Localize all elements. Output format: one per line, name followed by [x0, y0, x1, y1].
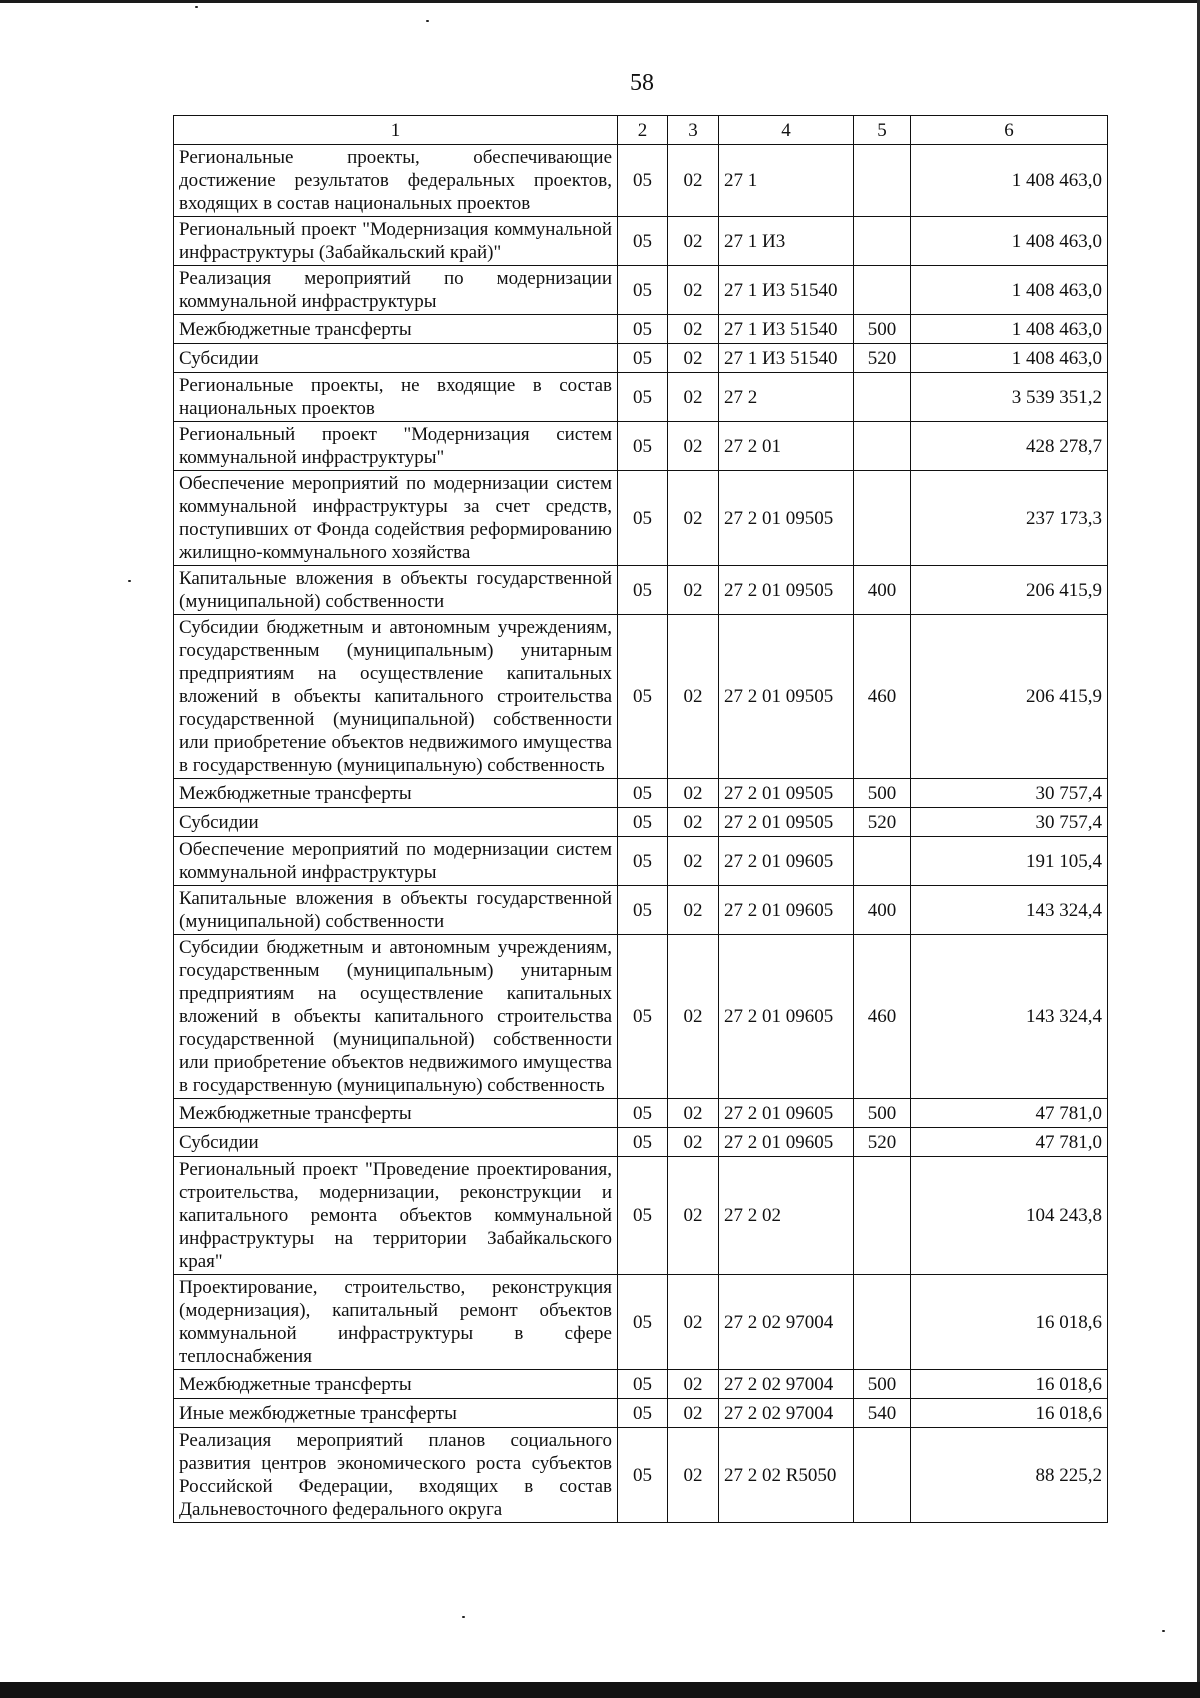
row-subsection: 02	[668, 566, 719, 615]
row-section: 05	[618, 373, 668, 422]
row-name: Субсидии бюджетным и автономным учреждениям, государственным (муниципальным) унитарным предприятиям на осуществление капитальных вложений в объекты капитального строительства государственной (муниципальной) собственности или приобретение объектов недвижимого имущества в государственную (муниципальную) собственность	[174, 615, 618, 779]
page-number: 58	[630, 70, 654, 96]
row-target-code: 27 2 01	[719, 422, 854, 471]
row-section: 05	[618, 1128, 668, 1157]
row-section: 05	[618, 886, 668, 935]
row-section: 05	[618, 935, 668, 1099]
row-name: Региональный проект "Проведение проектирования, строительства, модернизации, реконструкции и капитального ремонта объектов коммунальной инфраструктуры на территории Забайкальского края"	[174, 1157, 618, 1275]
column-header: 2	[618, 116, 668, 145]
row-expense-type	[854, 837, 911, 886]
table-row	[174, 808, 1108, 837]
row-section: 05	[618, 1275, 668, 1370]
row-name: Проектирование, строительство, реконструкция (модернизация), капитальный ремонт объектов коммунальной инфраструктуры в сфере теплоснабжения	[174, 1275, 618, 1370]
row-target-code: 27 2 01 09605	[719, 886, 854, 935]
row-name: Региональные проекты, не входящие в состав национальных проектов	[174, 373, 618, 422]
row-name: Обеспечение мероприятий по модернизации систем коммунальной инфраструктуры за счет средств, поступивших от Фонда содействия реформированию жилищно-коммунального хозяйства	[174, 471, 618, 566]
row-amount: 1 408 463,0	[911, 217, 1108, 266]
row-name: Обеспечение мероприятий по модернизации систем коммунальной инфраструктуры	[174, 837, 618, 886]
row-subsection: 02	[668, 1370, 719, 1399]
row-section: 05	[618, 615, 668, 779]
table-row	[174, 615, 1108, 779]
row-target-code: 27 2 01 09605	[719, 1099, 854, 1128]
table-row	[174, 315, 1108, 344]
row-expense-type	[854, 1275, 911, 1370]
row-expense-type: 540	[854, 1399, 911, 1428]
row-expense-type	[854, 471, 911, 566]
table-row	[174, 1275, 1108, 1370]
row-name: Капитальные вложения в объекты государственной (муниципальной) собственности	[174, 566, 618, 615]
row-subsection: 02	[668, 837, 719, 886]
row-subsection: 02	[668, 1428, 719, 1523]
row-amount: 1 408 463,0	[911, 315, 1108, 344]
scan-border-top	[0, 0, 1200, 3]
row-name: Реализация мероприятий по модернизации коммунальной инфраструктуры	[174, 266, 618, 315]
scan-speck	[426, 20, 429, 22]
column-header: 6	[911, 116, 1108, 145]
row-expense-type: 520	[854, 344, 911, 373]
row-subsection: 02	[668, 373, 719, 422]
row-amount: 30 757,4	[911, 808, 1108, 837]
row-expense-type: 500	[854, 1370, 911, 1399]
row-expense-type: 520	[854, 808, 911, 837]
row-target-code: 27 1 И3 51540	[719, 344, 854, 373]
scan-speck	[128, 580, 131, 582]
row-expense-type: 520	[854, 1128, 911, 1157]
row-amount: 16 018,6	[911, 1275, 1108, 1370]
column-header: 1	[174, 116, 618, 145]
row-name: Региональный проект "Модернизация систем коммунальной инфраструктуры"	[174, 422, 618, 471]
row-target-code: 27 2 01 09505	[719, 808, 854, 837]
scan-speck	[195, 6, 198, 8]
column-header: 3	[668, 116, 719, 145]
table-row	[174, 886, 1108, 935]
row-target-code: 27 2 02	[719, 1157, 854, 1275]
row-subsection: 02	[668, 1128, 719, 1157]
row-target-code: 27 2 01 09505	[719, 615, 854, 779]
row-subsection: 02	[668, 1099, 719, 1128]
scan-speck	[1162, 1630, 1165, 1632]
row-amount: 30 757,4	[911, 779, 1108, 808]
row-subsection: 02	[668, 615, 719, 779]
row-target-code: 27 2 01 09605	[719, 1128, 854, 1157]
row-subsection: 02	[668, 266, 719, 315]
row-section: 05	[618, 1099, 668, 1128]
row-amount: 143 324,4	[911, 886, 1108, 935]
row-section: 05	[618, 837, 668, 886]
row-amount: 47 781,0	[911, 1099, 1108, 1128]
table-row	[174, 1099, 1108, 1128]
row-name: Региональный проект "Модернизация коммунальной инфраструктуры (Забайкальский край)"	[174, 217, 618, 266]
row-subsection: 02	[668, 217, 719, 266]
row-target-code: 27 2 02 97004	[719, 1370, 854, 1399]
row-amount: 206 415,9	[911, 566, 1108, 615]
row-name: Капитальные вложения в объекты государственной (муниципальной) собственности	[174, 886, 618, 935]
row-name: Межбюджетные трансферты	[174, 779, 618, 808]
table-row	[174, 1428, 1108, 1523]
row-subsection: 02	[668, 344, 719, 373]
row-target-code: 27 1 И3	[719, 217, 854, 266]
table-row	[174, 217, 1108, 266]
row-expense-type: 460	[854, 935, 911, 1099]
row-amount: 237 173,3	[911, 471, 1108, 566]
row-section: 05	[618, 566, 668, 615]
row-target-code: 27 2 01 09605	[719, 837, 854, 886]
row-section: 05	[618, 1399, 668, 1428]
row-expense-type	[854, 217, 911, 266]
table-row	[174, 837, 1108, 886]
table-row	[174, 935, 1108, 1099]
row-name: Субсидии бюджетным и автономным учреждениям, государственным (муниципальным) унитарным предприятиям на осуществление капитальных вложений в объекты капитального строительства государственной (муниципальной) собственности или приобретение объектов недвижимого имущества в государственную (муниципальную) собственность	[174, 935, 618, 1099]
row-amount: 1 408 463,0	[911, 145, 1108, 217]
table-row	[174, 145, 1108, 217]
row-amount: 47 781,0	[911, 1128, 1108, 1157]
row-expense-type: 400	[854, 566, 911, 615]
row-expense-type: 400	[854, 886, 911, 935]
row-name: Межбюджетные трансферты	[174, 315, 618, 344]
table-row	[174, 422, 1108, 471]
budget-table	[173, 115, 1108, 1523]
row-name: Региональные проекты, обеспечивающие достижение результатов федеральных проектов, входящих в состав национальных проектов	[174, 145, 618, 217]
table-row	[174, 344, 1108, 373]
row-section: 05	[618, 779, 668, 808]
row-subsection: 02	[668, 779, 719, 808]
row-subsection: 02	[668, 808, 719, 837]
row-amount: 16 018,6	[911, 1399, 1108, 1428]
row-expense-type: 460	[854, 615, 911, 779]
row-name: Субсидии	[174, 344, 618, 373]
row-target-code: 27 2 02 97004	[719, 1399, 854, 1428]
row-name: Иные межбюджетные трансферты	[174, 1399, 618, 1428]
table-row	[174, 1128, 1108, 1157]
row-expense-type: 500	[854, 315, 911, 344]
row-subsection: 02	[668, 315, 719, 344]
row-expense-type	[854, 422, 911, 471]
row-amount: 3 539 351,2	[911, 373, 1108, 422]
row-section: 05	[618, 1428, 668, 1523]
row-section: 05	[618, 422, 668, 471]
table-row	[174, 1399, 1108, 1428]
row-subsection: 02	[668, 886, 719, 935]
row-amount: 104 243,8	[911, 1157, 1108, 1275]
row-expense-type: 500	[854, 1099, 911, 1128]
row-expense-type	[854, 1428, 911, 1523]
row-amount: 143 324,4	[911, 935, 1108, 1099]
row-target-code: 27 2 01 09505	[719, 779, 854, 808]
row-target-code: 27 2	[719, 373, 854, 422]
row-subsection: 02	[668, 422, 719, 471]
row-section: 05	[618, 315, 668, 344]
row-target-code: 27 1	[719, 145, 854, 217]
row-section: 05	[618, 1370, 668, 1399]
column-header: 4	[719, 116, 854, 145]
row-name: Субсидии	[174, 808, 618, 837]
row-expense-type	[854, 1157, 911, 1275]
row-amount: 428 278,7	[911, 422, 1108, 471]
table-row	[174, 779, 1108, 808]
table-row	[174, 471, 1108, 566]
row-subsection: 02	[668, 1157, 719, 1275]
row-target-code: 27 2 02 97004	[719, 1275, 854, 1370]
row-section: 05	[618, 266, 668, 315]
row-expense-type	[854, 373, 911, 422]
row-name: Межбюджетные трансферты	[174, 1099, 618, 1128]
row-target-code: 27 2 01 09605	[719, 935, 854, 1099]
table-row	[174, 1157, 1108, 1275]
row-target-code: 27 2 01 09505	[719, 471, 854, 566]
row-section: 05	[618, 145, 668, 217]
row-amount: 88 225,2	[911, 1428, 1108, 1523]
row-amount: 206 415,9	[911, 615, 1108, 779]
table-row	[174, 266, 1108, 315]
row-target-code: 27 1 И3 51540	[719, 266, 854, 315]
row-section: 05	[618, 808, 668, 837]
row-target-code: 27 2 02 R5050	[719, 1428, 854, 1523]
row-target-code: 27 1 И3 51540	[719, 315, 854, 344]
row-section: 05	[618, 1157, 668, 1275]
row-amount: 1 408 463,0	[911, 344, 1108, 373]
row-name: Межбюджетные трансферты	[174, 1370, 618, 1399]
scan-speck	[462, 1616, 465, 1618]
column-header: 5	[854, 116, 911, 145]
row-subsection: 02	[668, 1399, 719, 1428]
row-expense-type	[854, 145, 911, 217]
row-expense-type	[854, 266, 911, 315]
table-row	[174, 373, 1108, 422]
row-section: 05	[618, 344, 668, 373]
row-section: 05	[618, 217, 668, 266]
row-name: Субсидии	[174, 1128, 618, 1157]
row-target-code: 27 2 01 09505	[719, 566, 854, 615]
row-section: 05	[618, 471, 668, 566]
table-header-row	[174, 116, 1108, 145]
row-subsection: 02	[668, 935, 719, 1099]
row-amount: 191 105,4	[911, 837, 1108, 886]
table-row	[174, 566, 1108, 615]
row-name: Реализация мероприятий планов социального развития центров экономического роста субъектов Российской Федерации, входящих в состав Дальневосточного федерального округа	[174, 1428, 618, 1523]
row-subsection: 02	[668, 145, 719, 217]
row-amount: 16 018,6	[911, 1370, 1108, 1399]
table-row	[174, 1370, 1108, 1399]
row-subsection: 02	[668, 471, 719, 566]
row-expense-type: 500	[854, 779, 911, 808]
row-subsection: 02	[668, 1275, 719, 1370]
row-amount: 1 408 463,0	[911, 266, 1108, 315]
scan-border-bottom	[0, 1682, 1200, 1698]
